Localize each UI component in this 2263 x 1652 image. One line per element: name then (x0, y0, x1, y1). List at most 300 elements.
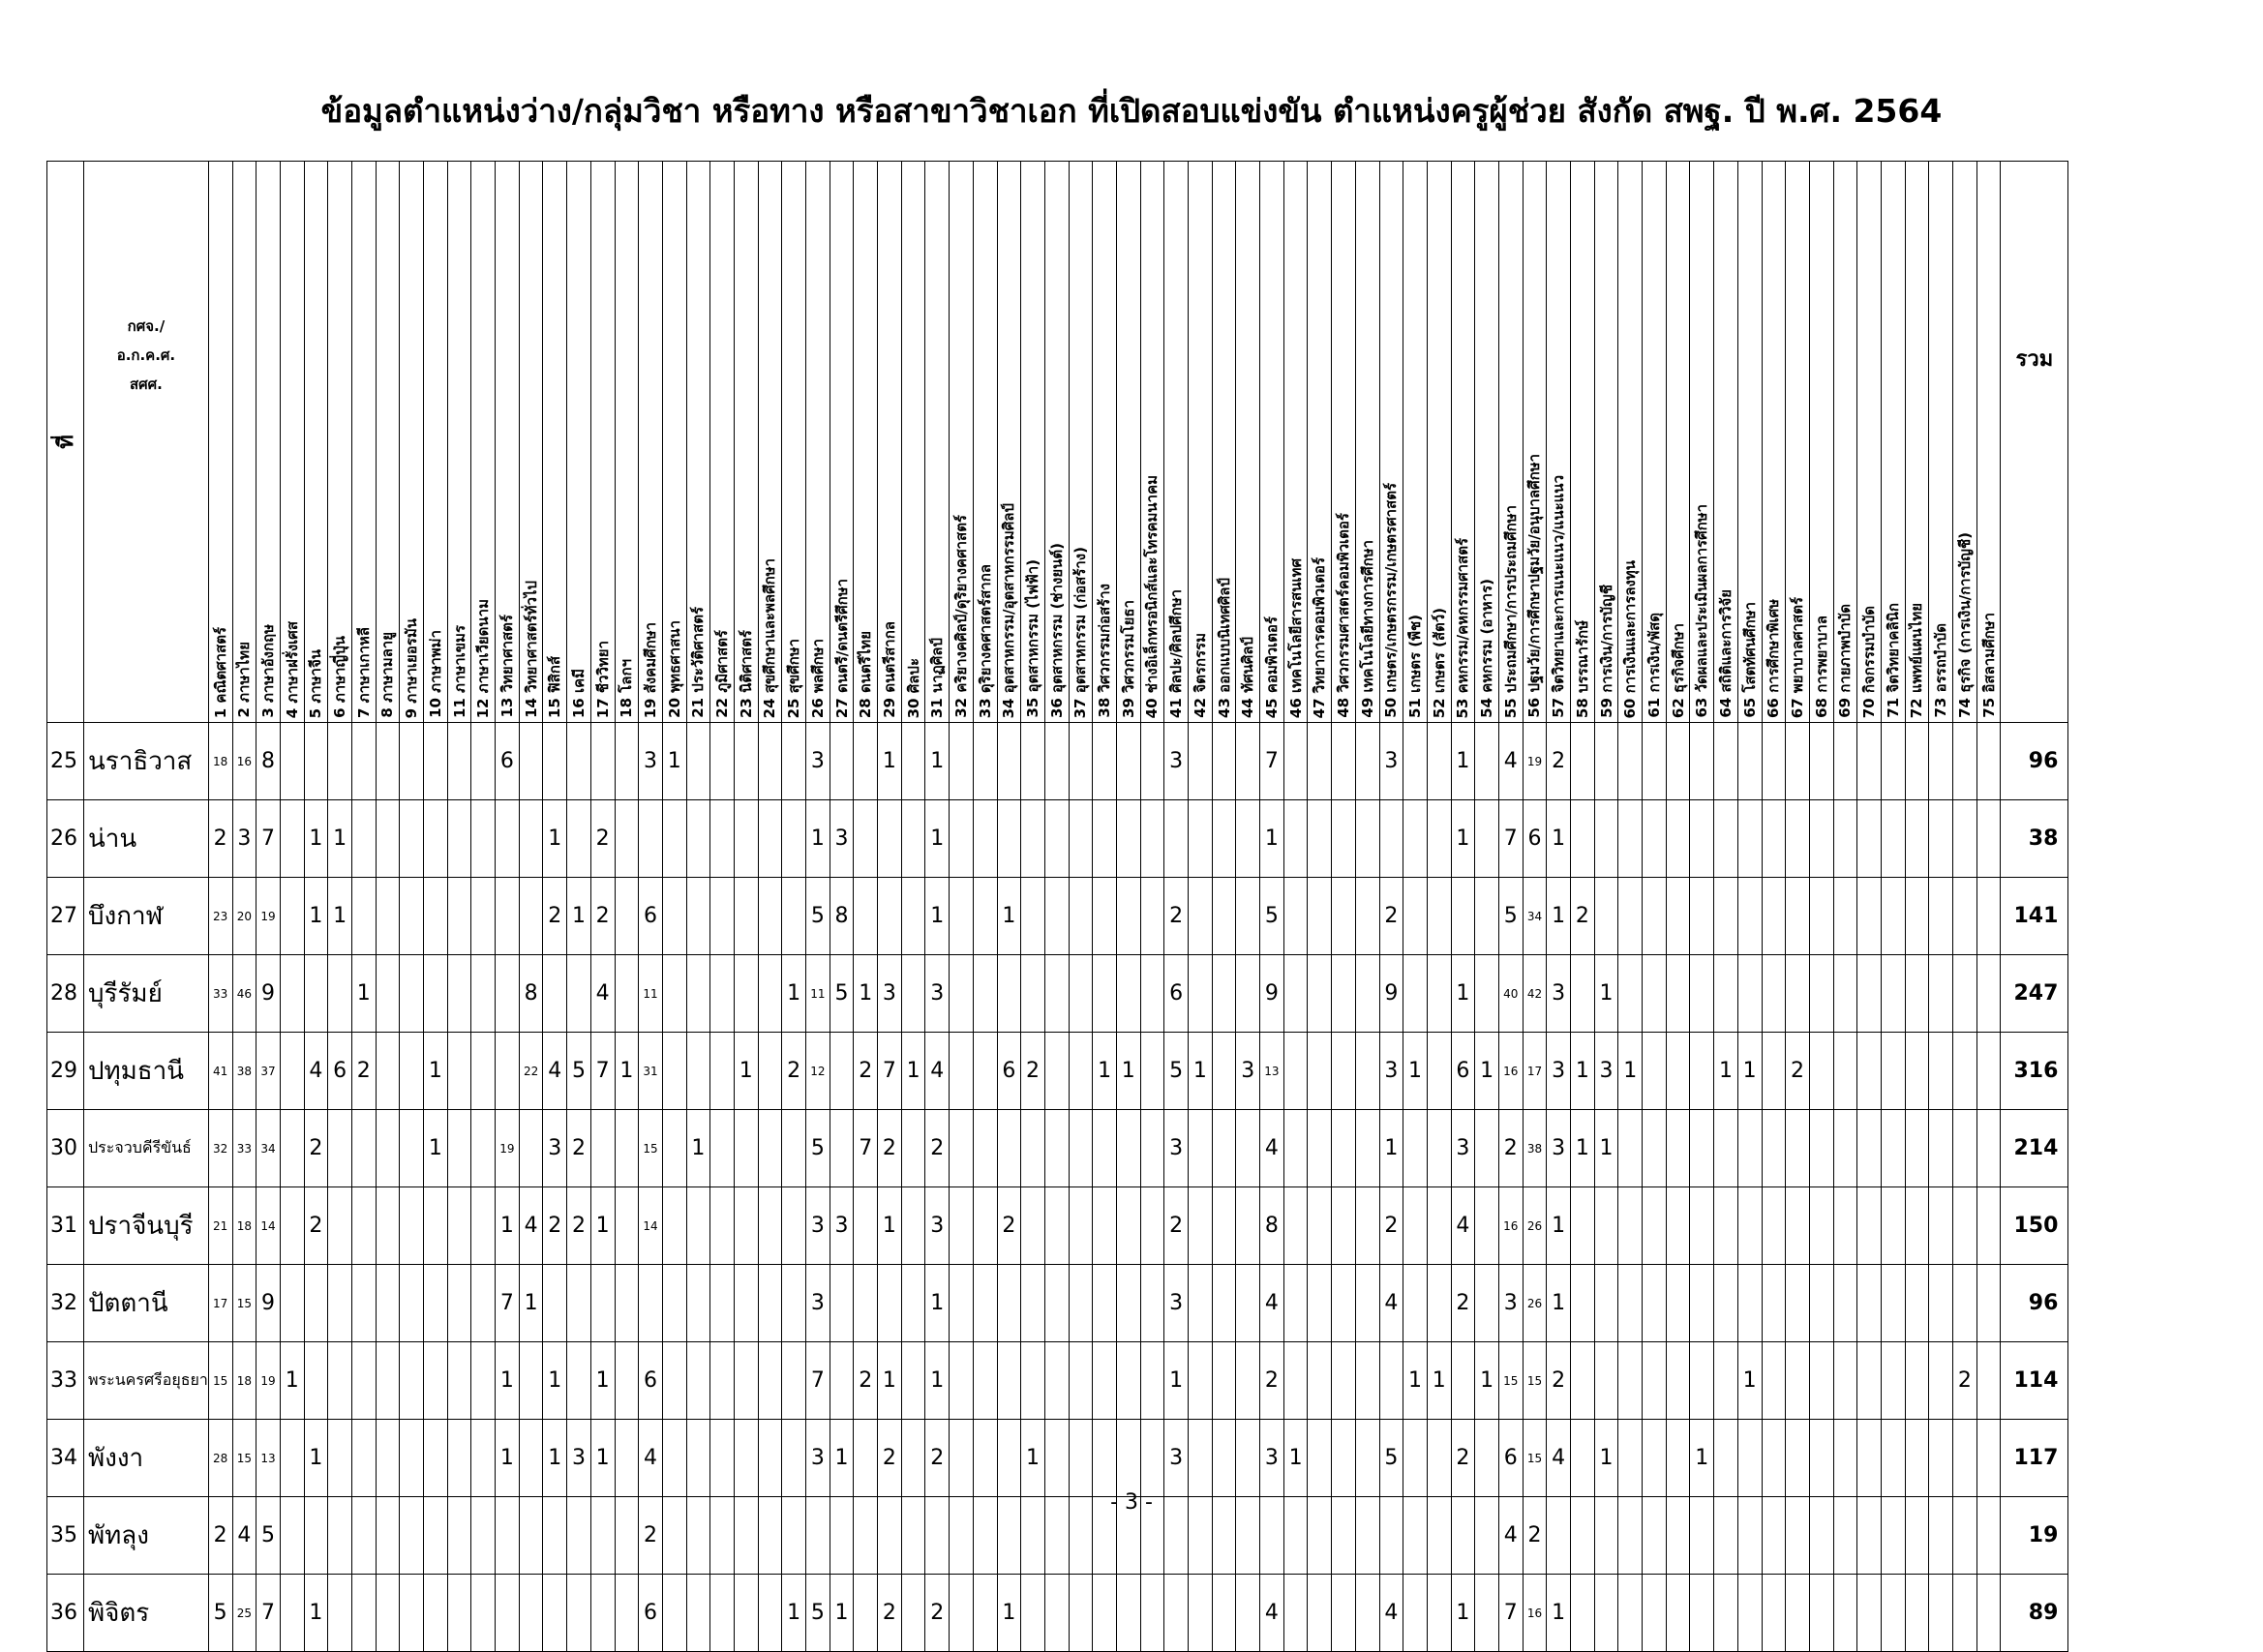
table-cell: 1 (328, 800, 352, 878)
province-name: บึงกาฬ (84, 878, 209, 955)
table-cell (280, 1033, 304, 1110)
table-cell (1929, 723, 1953, 800)
table-cell: 15 (232, 1420, 256, 1497)
table-cell (1189, 1187, 1213, 1265)
table-cell (782, 723, 806, 800)
table-cell: 2 (543, 1187, 567, 1265)
subject-label: 43 ออกแบบนิเทศศิลป์ (1215, 578, 1233, 718)
table-cell (1236, 1420, 1260, 1497)
page-title: ข้อมูลตำแหน่งว่าง/กลุ่มวิชา หรือทาง หรือสาขาวิชาเอก ที่เปิดสอบแข่งขัน ตำแหน่งครูผู้ช่วย สังกัด สพฐ. ปี พ.ศ. 2564 (320, 92, 1943, 130)
table-cell (496, 955, 520, 1033)
table-cell (1189, 723, 1213, 800)
province-name: น่าน (84, 800, 209, 878)
table-cell (400, 1110, 424, 1187)
subject-header (519, 162, 543, 723)
table-cell (567, 1575, 591, 1652)
table-cell (1594, 1265, 1618, 1342)
table-cell (686, 800, 710, 878)
table-cell (567, 800, 591, 878)
table-cell (615, 1575, 639, 1652)
table-cell (1212, 1420, 1236, 1497)
table-cell (782, 1342, 806, 1420)
subject-header (806, 162, 830, 723)
subject-header (376, 162, 400, 723)
table-cell: 3 (925, 955, 950, 1033)
table-cell: 1 (782, 1575, 806, 1652)
table-cell (1355, 955, 1379, 1033)
table-cell (1690, 723, 1714, 800)
table-cell (1881, 878, 1905, 955)
table-cell (686, 1575, 710, 1652)
table-cell (1427, 800, 1451, 878)
table-cell (376, 1187, 400, 1265)
table-cell: 3 (1594, 1033, 1618, 1110)
subject-header (1403, 162, 1428, 723)
row-number: 27 (47, 878, 84, 955)
subject-header (878, 162, 902, 723)
table-cell (351, 1420, 376, 1497)
table-cell (1069, 1420, 1093, 1497)
table-cell: 1 (1690, 1420, 1714, 1497)
table-cell (1594, 1575, 1618, 1652)
table-cell: 13 (256, 1420, 281, 1497)
table-cell (1737, 878, 1762, 955)
subject-label: 62 ธุรกิจศึกษา (1669, 622, 1687, 718)
subject-header (1929, 162, 1953, 723)
table-cell (997, 1110, 1021, 1187)
table-cell (1283, 1575, 1308, 1652)
table-cell: 3 (925, 1187, 950, 1265)
table-cell: 3 (1164, 723, 1189, 800)
table-cell (1093, 1575, 1117, 1652)
subject-label: 74 ธุรกิจ (การเงิน/การบัญชี) (1955, 532, 1974, 718)
table-cell (1857, 1420, 1882, 1497)
table-cell (1762, 1575, 1786, 1652)
table-cell: 8 (830, 878, 854, 955)
table-cell (686, 1187, 710, 1265)
table-cell (1283, 723, 1308, 800)
table-cell: 6 (1451, 1033, 1475, 1110)
table-cell: 3 (1164, 1265, 1189, 1342)
table-cell (1116, 955, 1140, 1033)
table-cell: 1 (1547, 1575, 1571, 1652)
table-cell (1116, 878, 1140, 955)
table-cell (1953, 1110, 1977, 1187)
table-cell (1283, 1342, 1308, 1420)
table-cell: 4 (543, 1033, 567, 1110)
table-cell (1475, 723, 1499, 800)
table-cell (471, 1187, 496, 1265)
table-cell (1044, 1575, 1069, 1652)
table-cell (1666, 1342, 1690, 1420)
table-cell (1140, 1033, 1164, 1110)
table-cell: 41 (208, 1033, 232, 1110)
table-cell (854, 723, 878, 800)
subject-header (1427, 162, 1451, 723)
table-cell (1571, 955, 1595, 1033)
subject-header (543, 162, 567, 723)
table-cell: 2 (782, 1033, 806, 1110)
table-cell (1618, 1187, 1643, 1265)
table-cell (1809, 1420, 1833, 1497)
table-cell (734, 1575, 758, 1652)
table-cell (973, 1187, 997, 1265)
table-cell (1140, 955, 1164, 1033)
subject-label: 65 โสตทัศนศึกษา (1740, 602, 1759, 718)
table-cell (1881, 1110, 1905, 1187)
table-row (47, 1033, 2068, 1110)
table-cell (1332, 800, 1356, 878)
subject-header (208, 162, 232, 723)
table-cell: 1 (1547, 878, 1571, 955)
subject-header (830, 162, 854, 723)
table-cell (351, 1265, 376, 1342)
table-cell: 2 (1786, 1033, 1810, 1110)
subject-label: 51 เกษตร (พืช) (1406, 615, 1425, 718)
table-cell (543, 955, 567, 1033)
subject-label: 66 การศึกษาพิเศษ (1765, 599, 1783, 718)
table-cell: 34 (1523, 878, 1547, 955)
table-cell (1571, 1575, 1595, 1652)
table-cell (1116, 1265, 1140, 1342)
subject-label: 58 บรรณารักษ์ (1573, 619, 1591, 718)
table-cell: 15 (1523, 1342, 1547, 1420)
table-cell (424, 723, 448, 800)
table-cell (901, 955, 925, 1033)
table-cell (830, 1033, 854, 1110)
table-cell: 37 (256, 1033, 281, 1110)
table-cell (973, 1033, 997, 1110)
subject-header (973, 162, 997, 723)
table-cell (1737, 723, 1762, 800)
subject-label: 32 คริยางคศิลป์/ดุริยางคศาสตร์ (951, 515, 970, 718)
table-cell (1929, 1110, 1953, 1187)
subject-header (639, 162, 663, 723)
table-cell (1881, 1420, 1905, 1497)
table-cell: 7 (1498, 800, 1523, 878)
subject-header (1140, 162, 1164, 723)
table-cell: 3 (1547, 955, 1571, 1033)
table-cell: 2 (351, 1033, 376, 1110)
table-cell (1021, 1575, 1045, 1652)
table-cell: 2 (1523, 1497, 1547, 1575)
table-cell (878, 800, 902, 878)
table-cell (1714, 1187, 1738, 1265)
table-cell: 4 (1379, 1575, 1403, 1652)
table-cell (710, 955, 735, 1033)
table-cell: 1 (1116, 1033, 1140, 1110)
table-cell: 2 (1451, 1265, 1475, 1342)
table-cell (1690, 1265, 1714, 1342)
table-row (47, 1575, 2068, 1652)
table-cell (567, 955, 591, 1033)
table-cell: 16 (1498, 1033, 1523, 1110)
table-cell (1905, 878, 1929, 955)
table-cell (758, 1265, 782, 1342)
table-cell (424, 878, 448, 955)
table-cell (901, 1187, 925, 1265)
table-cell (854, 1187, 878, 1265)
subject-label: 20 พุทธศาสนา (665, 620, 683, 718)
table-cell (376, 1342, 400, 1420)
table-cell (854, 1265, 878, 1342)
table-cell: 4 (1260, 1265, 1284, 1342)
table-cell (973, 1575, 997, 1652)
table-cell (1308, 878, 1332, 955)
province-name: พัทลุง (84, 1497, 209, 1575)
table-cell: 1 (1475, 1342, 1499, 1420)
table-cell (1786, 1575, 1810, 1652)
table-cell: 33 (232, 1110, 256, 1187)
table-cell (950, 878, 974, 955)
subject-header (1643, 162, 1667, 723)
table-cell (280, 955, 304, 1033)
row-number: 33 (47, 1342, 84, 1420)
table-cell (950, 723, 974, 800)
table-cell (1881, 1033, 1905, 1110)
table-cell (1403, 723, 1428, 800)
table-cell (1762, 955, 1786, 1033)
table-cell (567, 1265, 591, 1342)
subject-label: 33 ดุริยางคศาสตร์สากล (976, 563, 994, 718)
table-cell (662, 1265, 686, 1342)
table-cell (639, 800, 663, 878)
table-cell (447, 1033, 471, 1110)
table-cell (1571, 800, 1595, 878)
table-cell (1403, 1187, 1428, 1265)
table-cell (1714, 1420, 1738, 1497)
table-cell (1236, 1110, 1260, 1187)
table-cell: 21 (208, 1187, 232, 1265)
row-number: 34 (47, 1420, 84, 1497)
table-cell: 2 (1571, 878, 1595, 955)
table-cell (615, 878, 639, 955)
table-cell (1714, 723, 1738, 800)
table-cell: 4 (1260, 1110, 1284, 1187)
subject-label: 40 ช่างอิเล็กทรอนิกส์และโทรคมนาคม (1143, 474, 1162, 718)
table-cell (686, 1265, 710, 1342)
table-cell (1069, 1265, 1093, 1342)
table-row (47, 1187, 2068, 1265)
table-cell: 1 (1618, 1033, 1643, 1110)
table-cell: 15 (1523, 1420, 1547, 1497)
table-cell (1929, 1187, 1953, 1265)
subject-header (1379, 162, 1403, 723)
table-cell (1212, 1265, 1236, 1342)
table-cell (1833, 1420, 1857, 1497)
table-cell (1212, 800, 1236, 878)
table-cell (1857, 1110, 1882, 1187)
table-cell (878, 878, 902, 955)
table-cell: 1 (1283, 1420, 1308, 1497)
table-cell (1881, 1342, 1905, 1420)
table-cell (1427, 878, 1451, 955)
table-cell (1308, 723, 1332, 800)
table-cell: 2 (208, 1497, 232, 1575)
table-cell (1809, 955, 1833, 1033)
table-cell (662, 878, 686, 955)
table-cell (1857, 1575, 1882, 1652)
table-cell: 1 (543, 1342, 567, 1420)
table-cell (1021, 800, 1045, 878)
table-cell: 1 (1594, 1110, 1618, 1187)
table-cell: 2 (208, 800, 232, 878)
table-cell: 3 (1379, 1033, 1403, 1110)
table-cell: 5 (567, 1033, 591, 1110)
table-cell (734, 800, 758, 878)
table-cell (1953, 1033, 1977, 1110)
table-cell (1044, 1110, 1069, 1187)
table-cell (304, 723, 328, 800)
table-cell: 8 (256, 723, 281, 800)
subject-label: 46 เทคโนโลยีสารสนเทศ (1286, 557, 1305, 718)
table-cell: 15 (1498, 1342, 1523, 1420)
table-cell: 7 (1498, 1575, 1523, 1652)
table-cell (351, 1575, 376, 1652)
table-cell: 5 (830, 955, 854, 1033)
table-cell (1189, 1575, 1213, 1652)
table-cell (1308, 1420, 1332, 1497)
table-cell (1643, 1033, 1667, 1110)
subject-label: 13 วิทยาศาสตร์ (498, 615, 516, 718)
table-cell (1881, 723, 1905, 800)
table-cell (1451, 878, 1475, 955)
row-number: 26 (47, 800, 84, 878)
table-cell (901, 1342, 925, 1420)
table-cell (662, 955, 686, 1033)
table-cell (710, 800, 735, 878)
table-cell: 1 (662, 723, 686, 800)
table-cell (1666, 1420, 1690, 1497)
table-cell (758, 1342, 782, 1420)
table-cell: 1 (878, 1187, 902, 1265)
table-cell (1093, 1265, 1117, 1342)
header-total: รวม (2001, 162, 2068, 723)
table-cell (662, 1110, 686, 1187)
table-cell: 3 (1451, 1110, 1475, 1187)
table-cell (950, 800, 974, 878)
table-cell (424, 1187, 448, 1265)
table-cell: 19 (256, 878, 281, 955)
table-row (47, 1342, 2068, 1420)
table-cell (1355, 1187, 1379, 1265)
table-cell (1044, 878, 1069, 955)
table-cell (519, 1420, 543, 1497)
table-cell (615, 1420, 639, 1497)
table-cell (1690, 1342, 1714, 1420)
table-cell (1737, 1420, 1762, 1497)
table-cell: 5 (1498, 878, 1523, 955)
table-cell (662, 1033, 686, 1110)
subject-header (1451, 162, 1475, 723)
subject-label: 1 คณิตศาสตร์ (211, 626, 229, 718)
subject-label: 7 ภาษาเกาหลี (354, 627, 373, 718)
table-cell (997, 1342, 1021, 1420)
subject-label: 75 อิสลามศึกษา (1979, 613, 1998, 718)
table-cell (424, 800, 448, 878)
table-cell (686, 723, 710, 800)
table-cell (1953, 1265, 1977, 1342)
subject-label: 9 ภาษาเยอรมัน (403, 617, 421, 718)
table-cell (1762, 723, 1786, 800)
subject-header (901, 162, 925, 723)
subject-label: 34 อุตสาหกรรม/อุตสาหกรรมศิลป์ (1000, 502, 1018, 718)
table-cell: 1 (1547, 800, 1571, 878)
table-cell: 2 (878, 1110, 902, 1187)
subject-label: 30 ศิลปะ (904, 657, 922, 718)
table-cell (328, 955, 352, 1033)
table-cell: 4 (519, 1187, 543, 1265)
subject-header (471, 162, 496, 723)
table-cell: 17 (1523, 1033, 1547, 1110)
table-cell (1355, 1342, 1379, 1420)
table-cell (447, 1575, 471, 1652)
table-cell (1021, 878, 1045, 955)
table-cell (1929, 1342, 1953, 1420)
table-cell (1069, 955, 1093, 1033)
table-cell: 1 (304, 1420, 328, 1497)
table-cell (1618, 1265, 1643, 1342)
table-cell: 4 (1498, 723, 1523, 800)
table-cell: 3 (1164, 1420, 1189, 1497)
table-cell (543, 1265, 567, 1342)
table-cell: 3 (639, 723, 663, 800)
table-cell (1786, 723, 1810, 800)
row-number: 31 (47, 1187, 84, 1265)
subject-header (1833, 162, 1857, 723)
table-cell: 6 (496, 723, 520, 800)
table-cell (1116, 1110, 1140, 1187)
table-cell: 3 (878, 955, 902, 1033)
table-cell: 2 (1164, 1187, 1189, 1265)
subject-header (1714, 162, 1738, 723)
subject-label: 11 ภาษาเขมร (450, 624, 468, 718)
subject-header (280, 162, 304, 723)
table-cell (1905, 723, 1929, 800)
subject-label: 38 วิศวกรรมก่อสร้าง (1096, 584, 1114, 718)
table-cell: 4 (304, 1033, 328, 1110)
table-cell (854, 800, 878, 878)
table-cell (1475, 1420, 1499, 1497)
table-cell (1643, 1265, 1667, 1342)
table-cell (1355, 1110, 1379, 1187)
table-cell (1618, 1110, 1643, 1187)
table-cell: 5 (806, 878, 830, 955)
table-cell: 2 (1547, 1342, 1571, 1420)
table-cell: 1 (615, 1033, 639, 1110)
table-cell (1236, 1342, 1260, 1420)
table-cell (1355, 1420, 1379, 1497)
table-cell: 1 (567, 878, 591, 955)
subject-header (1212, 162, 1236, 723)
table-cell (1666, 800, 1690, 878)
table-cell (376, 1265, 400, 1342)
table-cell (615, 1187, 639, 1265)
table-cell (1929, 1265, 1953, 1342)
table-cell (1714, 955, 1738, 1033)
subject-label: 50 เกษตร/เกษตรกรรม/เกษตรศาสตร์ (1382, 483, 1401, 718)
table-cell (400, 723, 424, 800)
table-cell: 3 (567, 1420, 591, 1497)
table-cell: 1 (1737, 1342, 1762, 1420)
table-cell (1044, 1342, 1069, 1420)
table-cell: 28 (208, 1420, 232, 1497)
table-cell (1189, 878, 1213, 955)
table-cell (376, 878, 400, 955)
table-cell: 1 (878, 723, 902, 800)
table-cell (1189, 1342, 1213, 1420)
table-cell: 1 (1164, 1342, 1189, 1420)
